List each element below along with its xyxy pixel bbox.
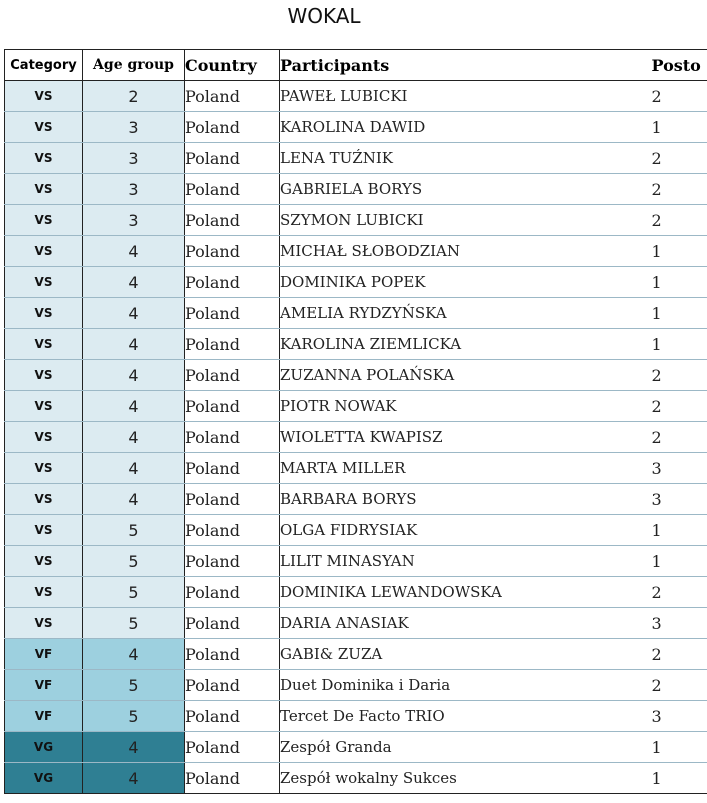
participant-cell: WIOLETTA KWAPISZ (280, 422, 652, 453)
table-row (5, 701, 707, 732)
country-cell: Poland (185, 670, 280, 701)
table-row (5, 112, 707, 143)
category-cell: VF (5, 670, 83, 701)
age-group-cell: 4 (83, 453, 185, 484)
participant-cell: Duet Dominika i Daria (280, 670, 652, 701)
age-group-cell: 4 (83, 329, 185, 360)
posto-cell (652, 639, 707, 670)
participant-cell: Tercet De Facto TRIO (280, 701, 652, 732)
participant-cell: DARIA ANASIAK (280, 608, 652, 639)
table-row (5, 360, 707, 391)
participant-cell: GABI& ZUZA (280, 639, 652, 670)
posto-cell (652, 701, 707, 732)
column-header-country: Country (185, 50, 280, 81)
age-group-cell: 3 (83, 174, 185, 205)
country-cell: Poland (185, 174, 280, 205)
category-cell: VS (5, 329, 83, 360)
posto-cell (652, 515, 707, 546)
table-row (5, 205, 707, 236)
age-group-cell: 3 (83, 112, 185, 143)
page-title: WOKAL (287, 4, 361, 28)
country-cell: Poland (185, 515, 280, 546)
posto-cell (652, 670, 707, 701)
posto-value: 1 (651, 272, 662, 292)
posto-cell (652, 546, 707, 577)
table-row (5, 453, 707, 484)
posto-cell (652, 267, 707, 298)
table-row (5, 577, 707, 608)
posto-cell (652, 329, 707, 360)
category-cell: VS (5, 174, 83, 205)
age-group-cell: 4 (83, 236, 185, 267)
table-row (5, 608, 707, 639)
age-group-cell: 5 (83, 608, 185, 639)
results-table (4, 49, 707, 794)
age-group-cell: 3 (83, 143, 185, 174)
country-cell: Poland (185, 639, 280, 670)
table-row (5, 174, 707, 205)
category-cell: VS (5, 484, 83, 515)
age-group-cell: 4 (83, 763, 185, 794)
table-body (5, 81, 707, 794)
posto-value: 1 (651, 334, 662, 354)
country-cell: Poland (185, 360, 280, 391)
posto-cell (652, 205, 707, 236)
category-cell: VS (5, 608, 83, 639)
posto-cell (652, 577, 707, 608)
column-header-age-group: Age group (83, 50, 185, 81)
posto-cell (652, 360, 707, 391)
posto-cell (652, 112, 707, 143)
participant-cell: PAWEŁ LUBICKI (280, 81, 652, 112)
category-cell: VS (5, 360, 83, 391)
posto-value: 2 (651, 86, 662, 106)
category-cell: VS (5, 546, 83, 577)
age-group-cell: 4 (83, 639, 185, 670)
participant-cell: GABRIELA BORYS (280, 174, 652, 205)
posto-value: 2 (651, 675, 662, 695)
posto-cell (652, 453, 707, 484)
posto-cell (652, 608, 707, 639)
posto-value: 1 (651, 737, 662, 757)
posto-cell (652, 422, 707, 453)
posto-cell (652, 763, 707, 794)
posto-value: 2 (651, 396, 662, 416)
category-cell: VS (5, 267, 83, 298)
country-cell: Poland (185, 329, 280, 360)
table-row (5, 732, 707, 763)
posto-cell (652, 484, 707, 515)
age-group-cell: 5 (83, 515, 185, 546)
country-cell: Poland (185, 143, 280, 174)
posto-value: 1 (651, 520, 662, 540)
posto-value: 2 (651, 644, 662, 664)
table-row (5, 670, 707, 701)
posto-value: 1 (651, 303, 662, 323)
country-cell: Poland (185, 267, 280, 298)
category-cell: VS (5, 81, 83, 112)
category-cell: VS (5, 391, 83, 422)
participant-cell: AMELIA RYDZYŃSKA (280, 298, 652, 329)
table-row (5, 546, 707, 577)
category-cell: VG (5, 732, 83, 763)
country-cell: Poland (185, 484, 280, 515)
participant-cell: DOMINIKA LEWANDOWSKA (280, 577, 652, 608)
country-cell: Poland (185, 546, 280, 577)
column-header-category: Category (5, 50, 83, 81)
posto-value: 2 (651, 427, 662, 447)
category-cell: VS (5, 453, 83, 484)
table-header-row (5, 50, 707, 81)
posto-value: 2 (651, 148, 662, 168)
age-group-cell: 4 (83, 422, 185, 453)
posto-value: 3 (651, 613, 662, 633)
country-cell: Poland (185, 422, 280, 453)
column-header-posto: Posto (652, 50, 707, 81)
participant-cell: KAROLINA ZIEMLICKA (280, 329, 652, 360)
country-cell: Poland (185, 81, 280, 112)
column-header-participants: Participants (280, 50, 652, 81)
category-cell: VF (5, 639, 83, 670)
country-cell: Poland (185, 453, 280, 484)
posto-value: 3 (651, 458, 662, 478)
participant-cell: ZUZANNA POLAŃSKA (280, 360, 652, 391)
table-row (5, 267, 707, 298)
posto-cell (652, 143, 707, 174)
posto-cell (652, 298, 707, 329)
country-cell: Poland (185, 298, 280, 329)
posto-value: 1 (651, 768, 662, 788)
age-group-cell: 4 (83, 391, 185, 422)
country-cell: Poland (185, 205, 280, 236)
country-cell: Poland (185, 112, 280, 143)
participant-cell: LILIT MINASYAN (280, 546, 652, 577)
country-cell: Poland (185, 577, 280, 608)
table-row (5, 484, 707, 515)
age-group-cell: 5 (83, 670, 185, 701)
age-group-cell: 4 (83, 298, 185, 329)
category-cell: VS (5, 577, 83, 608)
table-row (5, 391, 707, 422)
category-cell: VS (5, 205, 83, 236)
age-group-cell: 4 (83, 267, 185, 298)
age-group-cell: 4 (83, 484, 185, 515)
country-cell: Poland (185, 236, 280, 267)
category-cell: VG (5, 763, 83, 794)
age-group-cell: 3 (83, 205, 185, 236)
participant-cell: PIOTR NOWAK (280, 391, 652, 422)
posto-value: 1 (651, 241, 662, 261)
country-cell: Poland (185, 701, 280, 732)
posto-value: 2 (651, 365, 662, 385)
age-group-cell: 2 (83, 81, 185, 112)
participant-cell: LENA TUŹNIK (280, 143, 652, 174)
category-cell: VS (5, 298, 83, 329)
participant-cell: MARTA MILLER (280, 453, 652, 484)
category-cell: VS (5, 236, 83, 267)
age-group-cell: 5 (83, 546, 185, 577)
posto-cell (652, 174, 707, 205)
country-cell: Poland (185, 608, 280, 639)
category-cell: VS (5, 515, 83, 546)
participant-cell: OLGA FIDRYSIAK (280, 515, 652, 546)
table-row (5, 329, 707, 360)
table-row (5, 143, 707, 174)
category-cell: VS (5, 143, 83, 174)
age-group-cell: 5 (83, 577, 185, 608)
age-group-cell: 5 (83, 701, 185, 732)
posto-value: 3 (651, 489, 662, 509)
country-cell: Poland (185, 732, 280, 763)
posto-cell (652, 732, 707, 763)
age-group-cell: 4 (83, 360, 185, 391)
table-row (5, 298, 707, 329)
category-cell: VF (5, 701, 83, 732)
participant-cell: KAROLINA DAWID (280, 112, 652, 143)
participant-cell: DOMINIKA POPEK (280, 267, 652, 298)
participant-cell: BARBARA BORYS (280, 484, 652, 515)
posto-value: 2 (651, 582, 662, 602)
posto-value: 3 (651, 706, 662, 726)
participant-cell: SZYMON LUBICKI (280, 205, 652, 236)
table-row (5, 236, 707, 267)
age-group-cell: 4 (83, 732, 185, 763)
table-row (5, 763, 707, 794)
country-cell: Poland (185, 391, 280, 422)
table-row (5, 422, 707, 453)
table-row (5, 639, 707, 670)
posto-value: 2 (651, 210, 662, 230)
country-cell: Poland (185, 763, 280, 794)
category-cell: VS (5, 422, 83, 453)
posto-cell (652, 391, 707, 422)
category-cell: VS (5, 112, 83, 143)
table-row (5, 515, 707, 546)
posto-value: 1 (651, 117, 662, 137)
posto-cell (652, 236, 707, 267)
posto-cell (652, 81, 707, 112)
participant-cell: Zespół Granda (280, 732, 652, 763)
table-row (5, 81, 707, 112)
posto-value: 2 (651, 179, 662, 199)
posto-value: 1 (651, 551, 662, 571)
participant-cell: Zespół wokalny Sukces (280, 763, 652, 794)
participant-cell: MICHAŁ SŁOBODZIAN (280, 236, 652, 267)
